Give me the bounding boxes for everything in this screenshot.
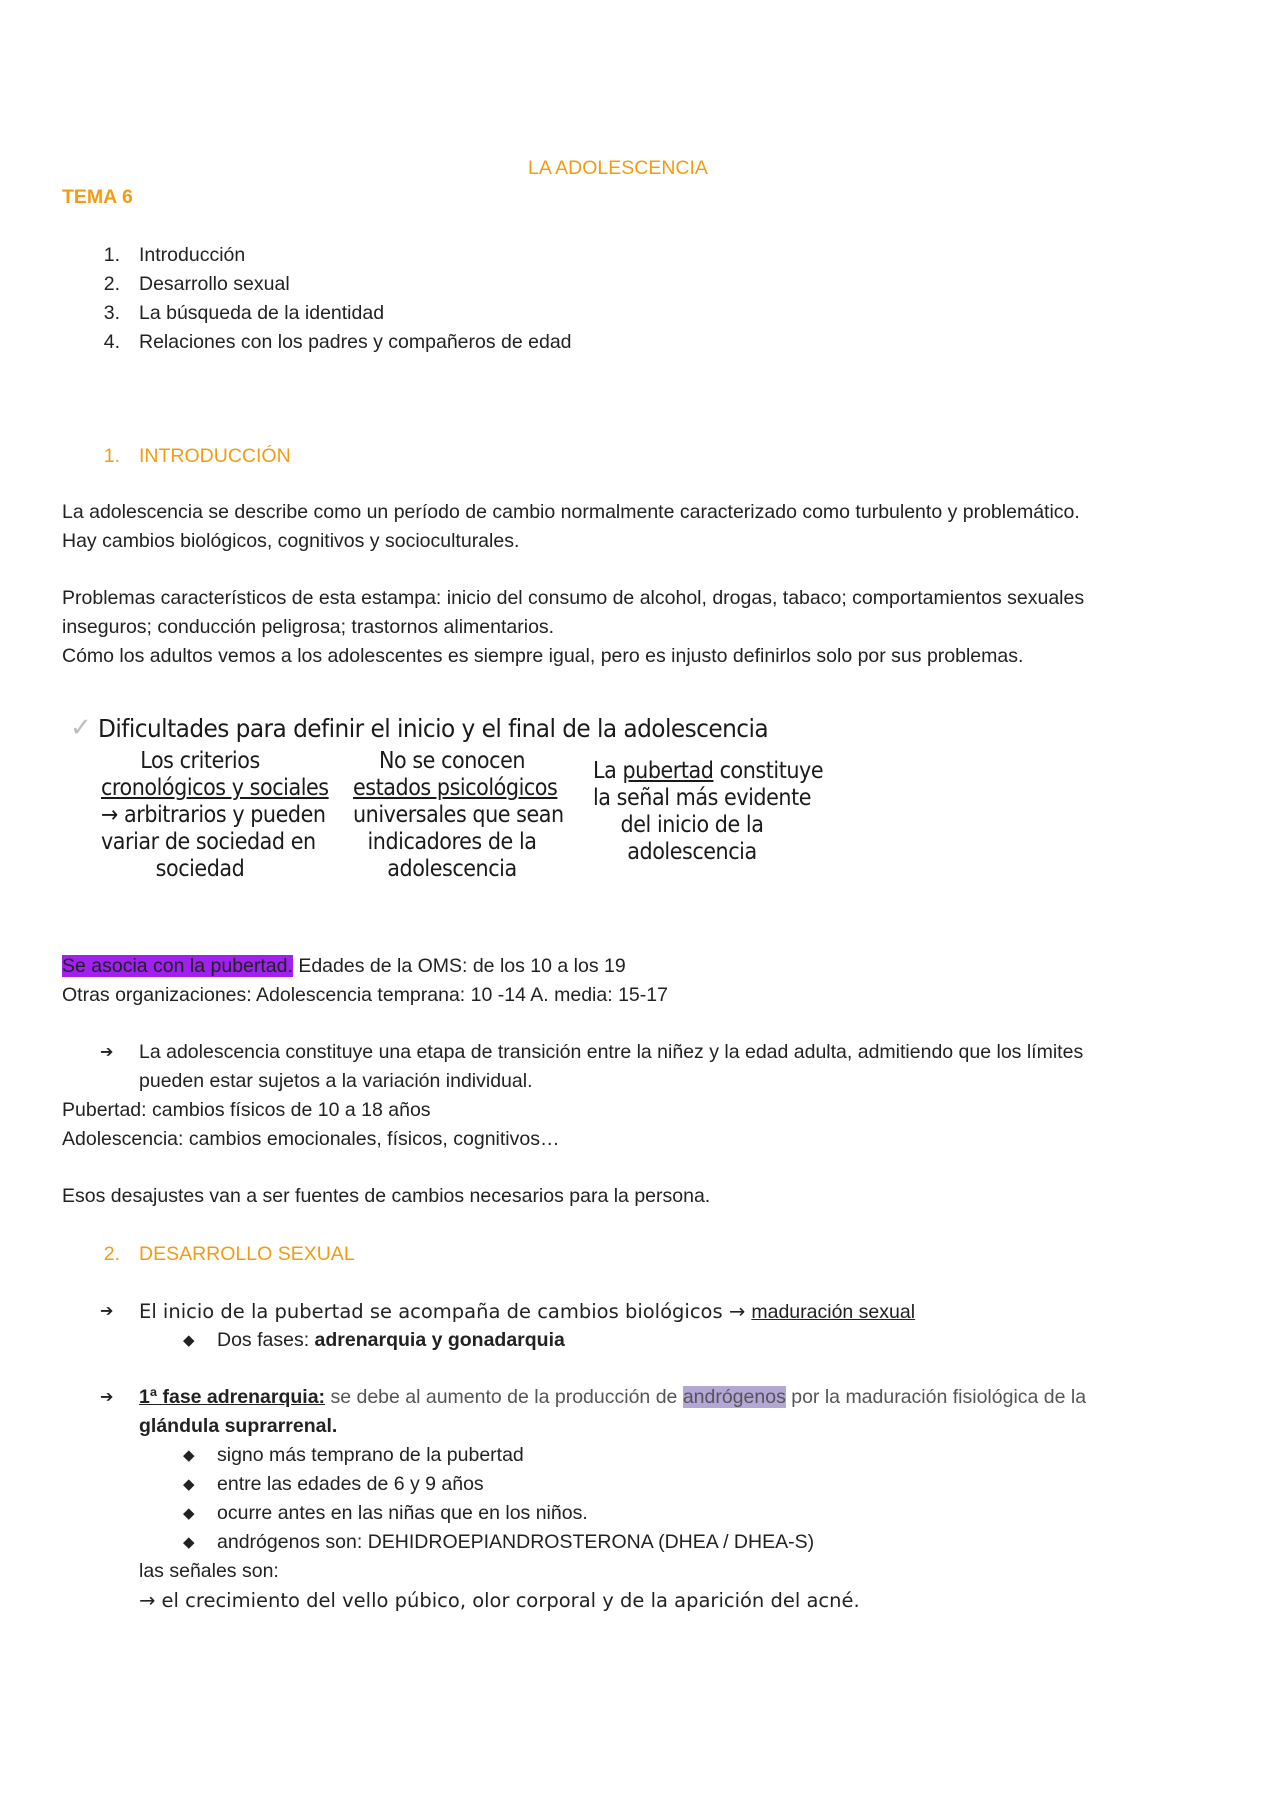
highlighted-text: andrógenos bbox=[682, 1386, 786, 1408]
paragraph-line: Pubertad: cambios físicos de 10 a 18 años bbox=[62, 1099, 431, 1121]
figure-line: del inicio de la bbox=[620, 812, 764, 838]
figure-column-pubertad bbox=[593, 758, 824, 866]
paragraph-line: Problemas característicos de esta estampa: inicio del consumo de alcohol, drogas, tabaco; comportamientos sexuales bbox=[62, 587, 1085, 609]
figure-line: estados psicológicos bbox=[353, 775, 558, 801]
paragraph-line: pueden estar sujetos a la variación individual. bbox=[139, 1070, 533, 1092]
toc-number: 1. bbox=[103, 244, 120, 266]
figure-line: cronológicos y sociales bbox=[101, 775, 329, 801]
fase1-text: por la maduración fisiológica de la bbox=[785, 1386, 1087, 1408]
list-item: ocurre antes en las niñas que en los niños. bbox=[217, 1502, 588, 1524]
figure-line: Los criterios bbox=[140, 748, 260, 774]
diamond-bullet-icon: ◆ bbox=[183, 1332, 195, 1349]
paragraph-line: La adolescencia se describe como un período de cambio normalmente caracterizado como turbulento y problemático. bbox=[62, 501, 1080, 523]
figure-line: adolescencia bbox=[387, 856, 517, 882]
document-subtitle: TEMA 6 bbox=[62, 186, 133, 208]
figure-text: La bbox=[593, 758, 623, 784]
figure-heading: Dificultades para definir el inicio y el final de la adolescencia bbox=[98, 714, 769, 743]
list-item: andrógenos son: DEHIDROEPIANDROSTERONA (DHEA / DHEA-S) bbox=[217, 1531, 815, 1553]
section-number: 2. bbox=[103, 1243, 120, 1265]
toc-label: Relaciones con los padres y compañeros de edad bbox=[139, 331, 572, 353]
toc-number: 3. bbox=[103, 302, 120, 324]
document-title: LA ADOLESCENCIA bbox=[528, 157, 708, 179]
paragraph-line: Hay cambios biológicos, cognitivos y socioculturales. bbox=[62, 530, 520, 552]
highlighted-text: Se asocia con la pubertad. bbox=[62, 955, 293, 977]
figure-underlined-text: pubertad bbox=[622, 758, 714, 784]
toc-label: La búsqueda de la identidad bbox=[139, 302, 385, 324]
figure-line: indicadores de la bbox=[367, 829, 537, 855]
figure-line: No se conocen bbox=[378, 748, 526, 774]
arrow-bullet-icon: ➔ bbox=[100, 1044, 114, 1061]
paragraph-line: La adolescencia constituye una etapa de transición entre la niñez y la edad adulta, admitiendo que los límites bbox=[139, 1041, 1084, 1063]
list-item: entre las edades de 6 y 9 años bbox=[217, 1473, 484, 1495]
oms-text: Edades de la OMS: de los 10 a los 19 bbox=[292, 955, 626, 977]
oms-line bbox=[62, 952, 626, 981]
figure-column-estados bbox=[353, 748, 564, 883]
figure-line: sociedad bbox=[155, 856, 245, 882]
bold-underlined-text: 1ª fase adrenarquia: bbox=[139, 1386, 326, 1408]
toc-number: 2. bbox=[103, 273, 120, 295]
bold-text: adrenarquia y gonadarquia bbox=[314, 1329, 565, 1351]
paragraph-line: inseguros; conducción peligrosa; trastornos alimentarios. bbox=[62, 616, 555, 638]
diamond-bullet-icon: ◆ bbox=[183, 1476, 195, 1493]
arrow-bullet-icon: ➔ bbox=[100, 1303, 114, 1320]
list-item bbox=[217, 1326, 565, 1355]
section-heading: DESARROLLO SEXUAL bbox=[139, 1243, 355, 1265]
paragraph-line bbox=[139, 1297, 915, 1327]
diamond-bullet-icon: ◆ bbox=[183, 1505, 195, 1522]
fase1-text: se debe al aumento de la producción de bbox=[325, 1386, 683, 1408]
paragraph-line: glándula suprarrenal. bbox=[139, 1415, 338, 1437]
paragraph-line: Otras organizaciones: Adolescencia temprana: 10 -14 A. media: 15-17 bbox=[62, 984, 668, 1006]
inicio-text: El inicio de la pubertad se acompaña de cambios biológicos → bbox=[139, 1300, 752, 1323]
toc-label: Desarrollo sexual bbox=[139, 273, 290, 295]
list-item: signo más temprano de la pubertad bbox=[217, 1444, 524, 1466]
paragraph-line: Esos desajustes van a ser fuentes de cambios necesarios para la persona. bbox=[62, 1185, 711, 1207]
section-heading: INTRODUCCIÓN bbox=[139, 445, 291, 467]
paragraph-line bbox=[139, 1383, 1086, 1412]
figure-text: constituye bbox=[713, 758, 824, 784]
figure-line bbox=[593, 758, 824, 785]
figure-line: la señal más evidente bbox=[593, 785, 812, 811]
paragraph-line: → el crecimiento del vello púbico, olor corporal y de la aparición del acné. bbox=[139, 1589, 860, 1612]
checkmark-icon: ✓ bbox=[70, 713, 92, 743]
figure-column-criterios bbox=[101, 748, 329, 883]
toc-number: 4. bbox=[103, 331, 120, 353]
diamond-bullet-icon: ◆ bbox=[183, 1447, 195, 1464]
section-number: 1. bbox=[103, 445, 120, 467]
fases-text: Dos fases: bbox=[217, 1329, 315, 1351]
figure-line: universales que sean bbox=[353, 802, 564, 828]
definition-figure bbox=[62, 712, 842, 902]
figure-line: adolescencia bbox=[627, 839, 757, 865]
figure-line: → arbitrarios y pueden bbox=[101, 802, 326, 828]
diamond-bullet-icon: ◆ bbox=[183, 1534, 195, 1551]
arrow-bullet-icon: ➔ bbox=[100, 1389, 114, 1406]
paragraph-line: Cómo los adultos vemos a los adolescentes es siempre igual, pero es injusto definirlos solo por sus problemas. bbox=[62, 645, 1024, 667]
paragraph-line: las señales son: bbox=[139, 1560, 279, 1582]
toc-label: Introducción bbox=[139, 244, 246, 266]
figure-line: variar de sociedad en bbox=[101, 829, 316, 855]
underlined-text: maduración sexual bbox=[751, 1301, 916, 1323]
paragraph-line: Adolescencia: cambios emocionales, físicos, cognitivos… bbox=[62, 1128, 560, 1150]
